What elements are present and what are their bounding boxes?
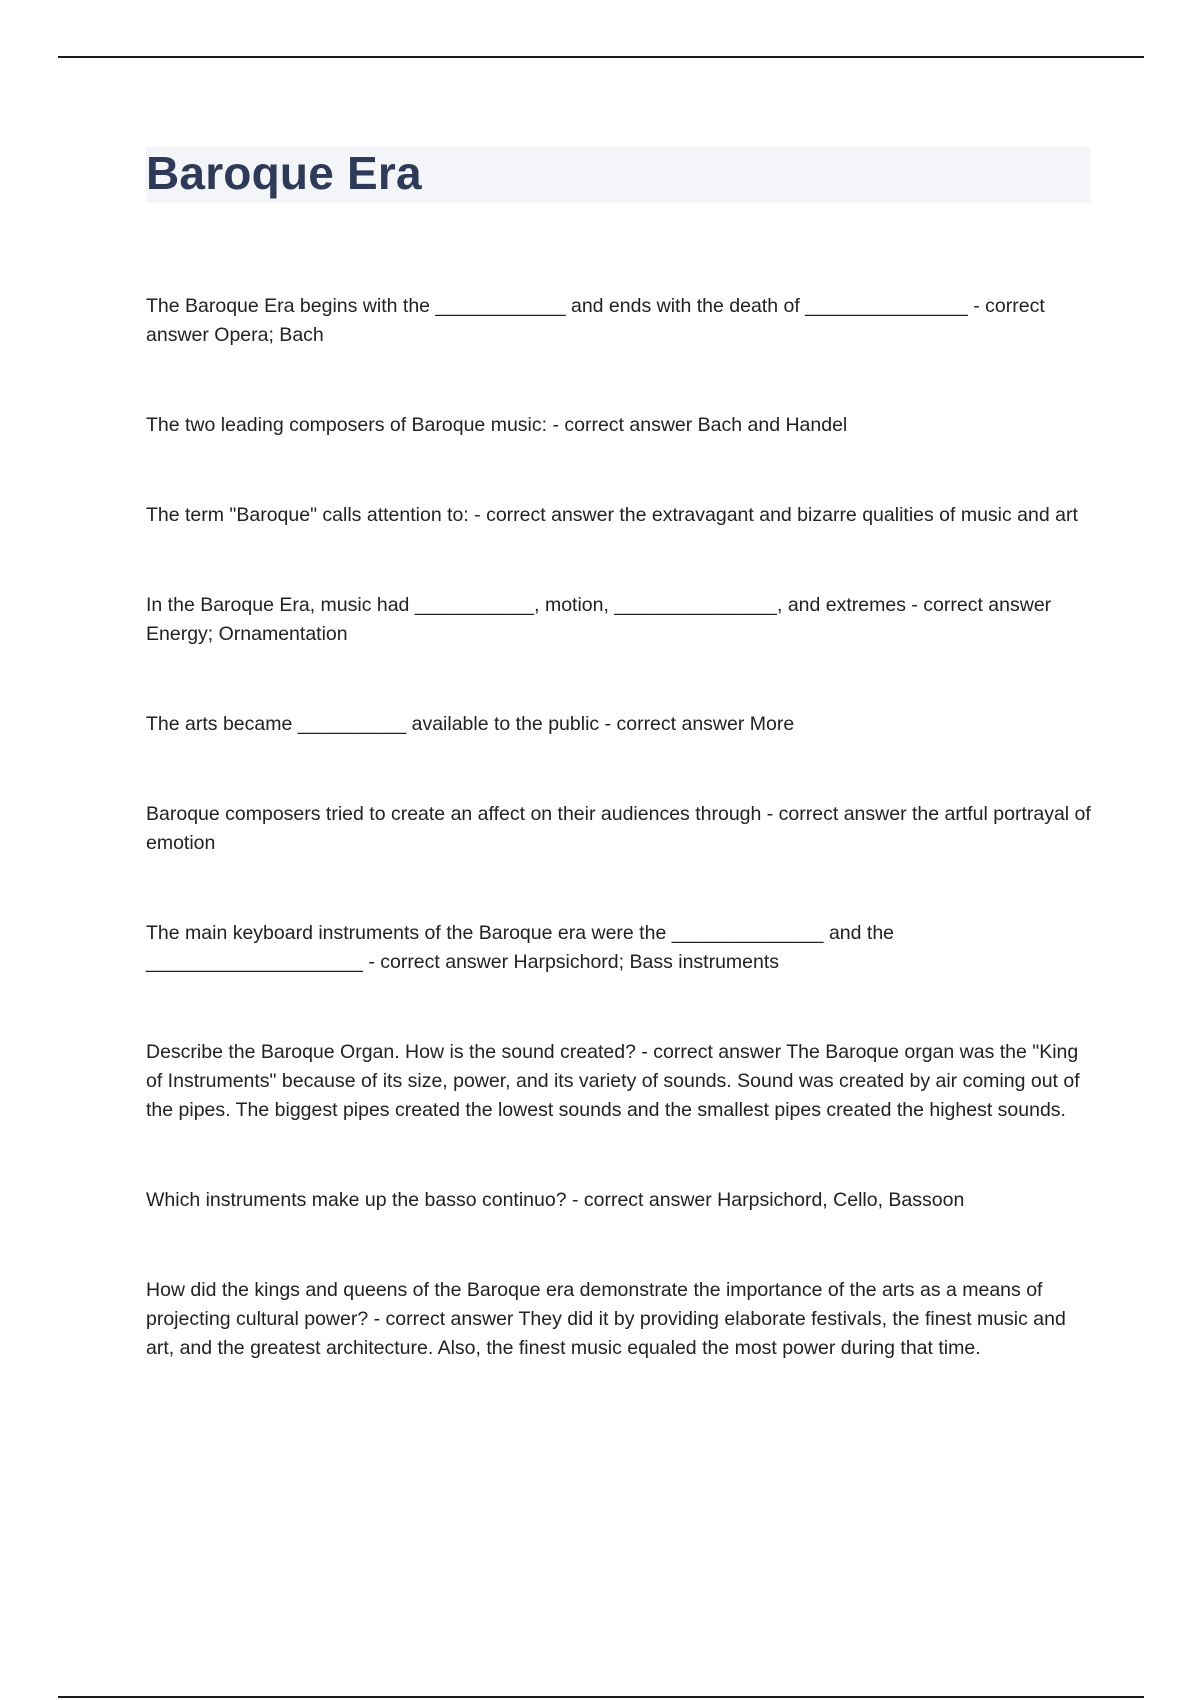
qa-list bbox=[146, 292, 1092, 1424]
qa-item: Which instruments make up the basso continuo? - correct answer Harpsichord, Cello, Bassoon bbox=[146, 1189, 965, 1211]
qa-item: How did the kings and queens of the Baroque era demonstrate the importance of the arts as a means of projecting cultural power? - correct answer They did it by providing elaborate festivals, the finest music and art, and the greatest architecture. Also, the finest music equaled the most power during that time. bbox=[146, 1279, 1066, 1359]
qa-item: The main keyboard instruments of the Baroque era were the ______________ and the ____________________ - correct answer Harpsichord; Bass instruments bbox=[146, 922, 895, 973]
qa-item: Baroque composers tried to create an affect on their audiences through - correct answer the artful portrayal of emotion bbox=[146, 803, 1091, 854]
bottom-divider bbox=[58, 1696, 1144, 1698]
qa-item: In the Baroque Era, music had ___________, motion, _______________, and extremes - correct answer Energy; Ornamentation bbox=[146, 594, 1052, 645]
qa-item: The Baroque Era begins with the ____________ and ends with the death of _______________ - correct answer Opera; Bach bbox=[146, 295, 1045, 346]
page-title: Baroque Era bbox=[146, 147, 422, 199]
qa-item: The arts became __________ available to the public - correct answer More bbox=[146, 713, 795, 735]
qa-item: The term "Baroque" calls attention to: - correct answer the extravagant and bizarre qualities of music and art bbox=[146, 504, 1078, 526]
top-divider bbox=[58, 56, 1144, 58]
qa-item: Describe the Baroque Organ. How is the sound created? - correct answer The Baroque organ was the "King of Instruments" because of its size, power, and its variety of sounds. Sound was created by air coming out of the pipes. The biggest pipes created the lowest sounds and the smallest pipes created the highest sounds. bbox=[146, 1041, 1080, 1121]
qa-item: The two leading composers of Baroque music: - correct answer Bach and Handel bbox=[146, 414, 848, 436]
